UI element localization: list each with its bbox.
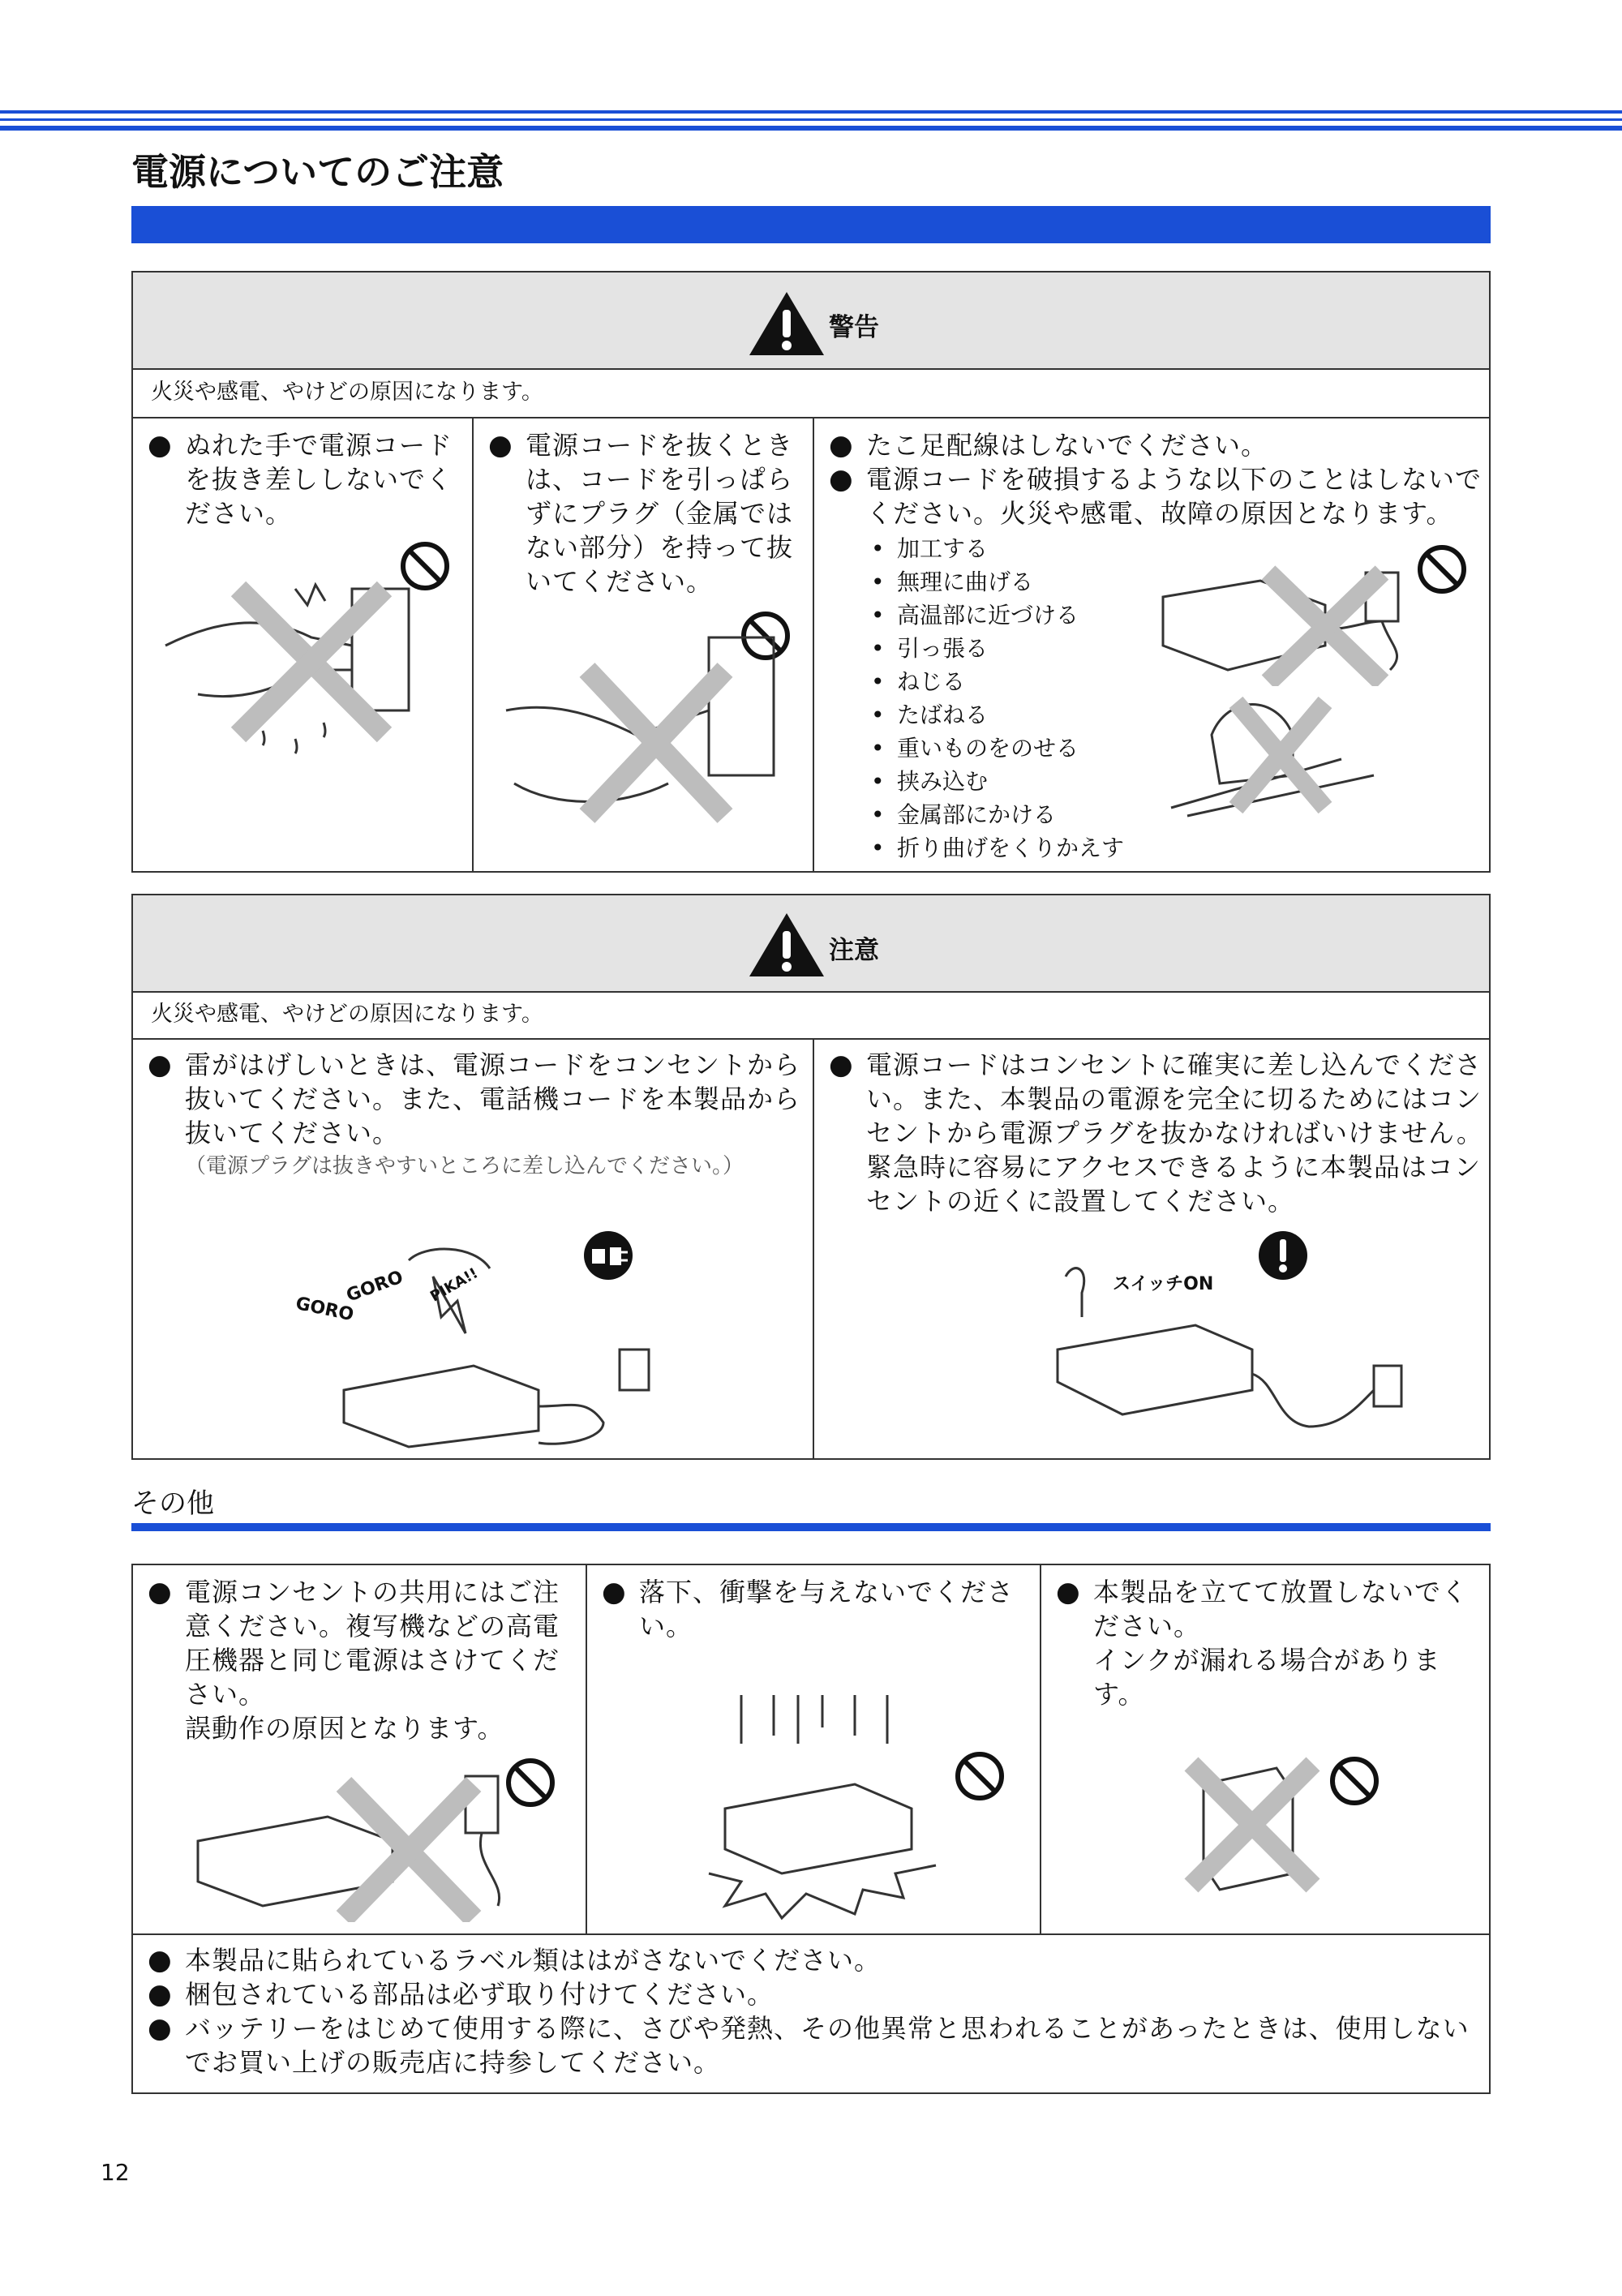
bullet: ●: [602, 1576, 627, 1608]
list-item: • 重いものをのせる: [871, 732, 1486, 765]
other-col-1: [148, 1575, 577, 1745]
warning-col2-text: 電源コードを抜くときは、コードを引っぱらずにプラグ（金属ではない部分）を持って抜いてください。: [526, 430, 794, 597]
list-item: • 加工する: [871, 532, 1486, 565]
bullet: ●: [829, 1049, 854, 1081]
other-col1-text: 電源コンセントの共用にはご注意ください。複写機などの高電圧機器と同じ電源はさけてください。 誤動作の原因となります。: [185, 1577, 560, 1744]
list-item: • ねじる: [871, 665, 1486, 698]
divider: [1040, 1565, 1041, 1933]
caution-col-2: [829, 1048, 1486, 1218]
warning-triangle-icon: [748, 290, 826, 357]
warning-header: [133, 273, 1489, 370]
divider: [813, 418, 814, 873]
bullet: ●: [148, 2012, 173, 2045]
other-bottom: [148, 1943, 1478, 2079]
other-heading: その他: [131, 1487, 214, 1520]
other-bottom-3: バッテリーをはじめて使用する際に、さびや発熱、その他異常と思われることがあったときは、使用しないでお買い上げの販売店に持参してください。: [185, 2013, 1470, 2078]
title-band: [131, 206, 1491, 243]
other-band: [131, 1523, 1491, 1531]
upright-printer-illustration: [1179, 1752, 1325, 1898]
list-item: • 引っ張る: [871, 632, 1486, 665]
bullet: ●: [148, 429, 173, 461]
other-col-3: [1056, 1575, 1486, 1711]
warning-col1-text: ぬれた手で電源コードを抜き差ししないでください。: [185, 430, 453, 529]
bullet: ●: [488, 429, 513, 461]
goro-text: GORO: [343, 1267, 406, 1307]
tangled-cords-illustration: [1163, 686, 1390, 824]
divider: [133, 1933, 1489, 1935]
prohibited-icon: [954, 1750, 1006, 1802]
caution-label: 注意: [829, 936, 879, 965]
page-number: 12: [101, 2159, 130, 2186]
switch-on-illustration: [1033, 1252, 1406, 1439]
bullet: ●: [1056, 1576, 1081, 1608]
warning-col-2: [488, 428, 805, 599]
top-rule: [0, 126, 1622, 131]
wet-hand-plug-illustration: [149, 556, 457, 759]
goro-text: GORO: [294, 1293, 356, 1326]
list-item: • たばねる: [871, 698, 1486, 732]
bullet: ●: [829, 463, 854, 496]
printer-cord-illustration: [1147, 548, 1406, 686]
bullet: ●: [148, 1049, 173, 1081]
caution-subtitle: 火災や感電、やけどの原因になります。: [133, 991, 1489, 1040]
divider: [586, 1565, 587, 1933]
bullet: ●: [148, 1978, 173, 2011]
caution-header: [133, 895, 1489, 993]
bullet: ●: [148, 1944, 173, 1976]
warning-triangle-icon: [748, 912, 826, 978]
warning-col3-item1: たこ足配線はしないでください。: [866, 430, 1268, 461]
divider: [813, 1040, 814, 1460]
pika-text: PIKA!!: [427, 1264, 482, 1306]
switch-on-text: スイッチON: [1113, 1274, 1214, 1294]
warning-col-1: [148, 428, 464, 530]
caution-box: [131, 894, 1491, 1460]
pull-cord-illustration: [490, 621, 798, 848]
shared-outlet-illustration: [182, 1752, 539, 1922]
bullet: ●: [148, 1576, 173, 1608]
other-bottom-1: 本製品に貼られているラベル類ははがさないでください。: [185, 1945, 882, 1976]
caution-col1-note: （電源プラグは抜きやすいところに差し込んでください。）: [185, 1154, 744, 1178]
warning-box: [131, 271, 1491, 873]
other-col-2: [602, 1575, 1032, 1643]
caution-col2-text: 電源コードはコンセントに確実に差し込んでください。また、本製品の電源を完全に切るためにはコンセントから電源プラグを抜かなければいけません。緊急時に容易にアクセスできるように本製品はコンセントの近くに設置してください。: [866, 1049, 1483, 1217]
prohibited-icon: [1416, 543, 1468, 595]
caution-col1-text: 雷がはげしいときは、電源コードをコンセントから抜いてください。また、電話機コードを本製品から抜いてください。: [185, 1049, 801, 1148]
warning-subtitle: 火災や感電、やけどの原因になります。: [133, 368, 1489, 418]
divider: [472, 418, 474, 873]
thunder-illustration: [295, 1244, 676, 1455]
page-title: 電源についてのご注意: [131, 150, 504, 194]
other-col3-text: 本製品を立てて放置しないでください。 インクが漏れる場合があります。: [1093, 1577, 1469, 1710]
list-item: • 金属部にかける: [871, 798, 1486, 831]
list-item: • 無理に曲げる: [871, 565, 1486, 599]
list-item: • 折り曲げをくりかえす: [871, 831, 1486, 865]
top-rule: [0, 110, 1622, 114]
other-box: [131, 1564, 1491, 2094]
bullet: ●: [829, 429, 854, 461]
caution-col-1: [148, 1048, 805, 1182]
drop-impact-illustration: [693, 1687, 952, 1922]
prohibited-icon: [1328, 1755, 1380, 1807]
list-item: • 高温部に近づける: [871, 599, 1486, 632]
warning-label: 警告: [829, 313, 879, 342]
other-bottom-2: 梱包されている部品は必ず取り付けてください。: [185, 1979, 775, 2010]
warning-col3-item2: 電源コードを破損するような以下のことはしないでください。火災や感電、故障の原因となります。: [866, 464, 1483, 529]
top-rule: [0, 118, 1622, 121]
list-item: • 挟み込む: [871, 765, 1486, 798]
other-col2-text: 落下、衝撃を与えないでください。: [639, 1577, 1015, 1642]
